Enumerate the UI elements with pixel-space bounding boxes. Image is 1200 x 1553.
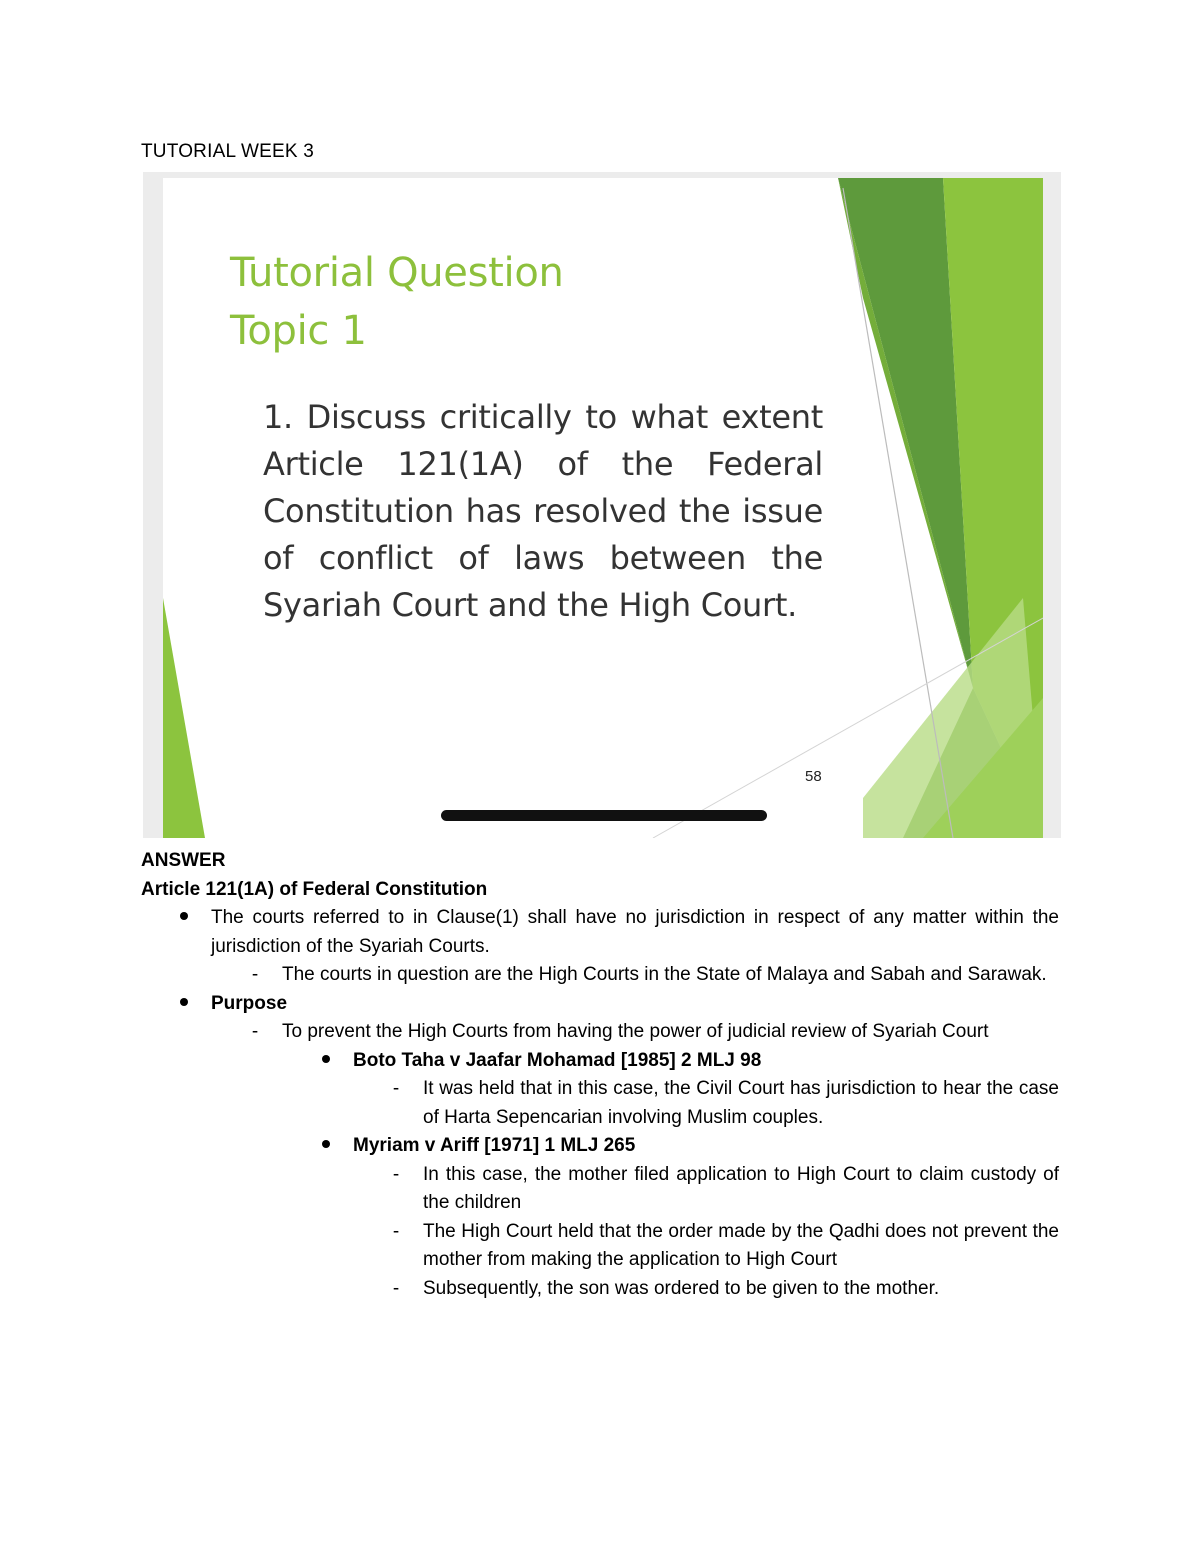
answer-section [141,847,1059,1303]
left-green-facet [163,598,205,838]
slide-title [230,244,564,360]
article-heading: Article 121(1A) of Federal Constitution [141,878,488,900]
list-item [141,961,1059,990]
list-item [141,1018,1059,1047]
bullet-icon [174,904,194,933]
purpose-label: Purpose [211,992,288,1014]
dash-marker: - [392,1163,400,1185]
bullet-icon [316,1047,336,1076]
case-item [141,1047,1059,1076]
list-item [141,1161,1059,1218]
slide-screenshot [143,172,1061,838]
case-name: Myriam v Ariff [1971] 1 MLJ 265 [353,1135,636,1156]
list-item [141,990,1059,1019]
list-item [141,1275,1059,1304]
case-point: In this case, the mother filed application to High Court to claim custody of the children [423,1163,1059,1213]
dash-marker: - [392,1078,400,1099]
case-item [141,1132,1059,1161]
slide-page-number: 58 [805,768,822,785]
slide-subtitle-line: Topic 1 [230,308,367,354]
dash-marker: - [251,964,259,985]
answer-heading: ANSWER [141,850,226,871]
clause-note: The courts in question are the High Courts in the State of Malaya and Sabah and Sarawak. [282,964,1047,985]
clause-text: The courts referred to in Clause(1) shall have no jurisdiction in respect of any matter within the jurisdiction of the Syariah Courts. [211,907,1059,957]
list-item [141,1218,1059,1275]
list-item [141,1075,1059,1132]
slide [163,178,1043,838]
document-title: TUTORIAL WEEK 3 [141,141,314,162]
purpose-text: To prevent the High Courts from having the power of judicial review of Syariah Court [282,1021,989,1042]
case-name: Boto Taha v Jaafar Mohamad [1985] 2 MLJ 98 [353,1049,762,1071]
case-point: It was held that in this case, the Civil Court has jurisdiction to hear the case of Harta Sepencarian involving Muslim couples. [423,1078,1059,1128]
bullet-icon [174,990,194,1019]
list-item [141,904,1059,961]
home-indicator-bar [441,810,767,821]
dash-marker: - [251,1021,259,1042]
slide-title-line: Tutorial Question [230,250,564,296]
dash-marker: - [392,1277,400,1299]
dash-marker: - [392,1220,400,1242]
case-point: Subsequently, the son was ordered to be given to the mother. [423,1277,940,1299]
case-point: The High Court held that the order made by the Qadhi does not prevent the mother from making the application to High Court [423,1220,1059,1270]
slide-question: 1. Discuss critically to what extent Article 121(1A) of the Federal Constitution has resolved the issue of conflict of laws between the Syariah Court and the High Court. [263,398,823,624]
bullet-icon [316,1132,336,1161]
